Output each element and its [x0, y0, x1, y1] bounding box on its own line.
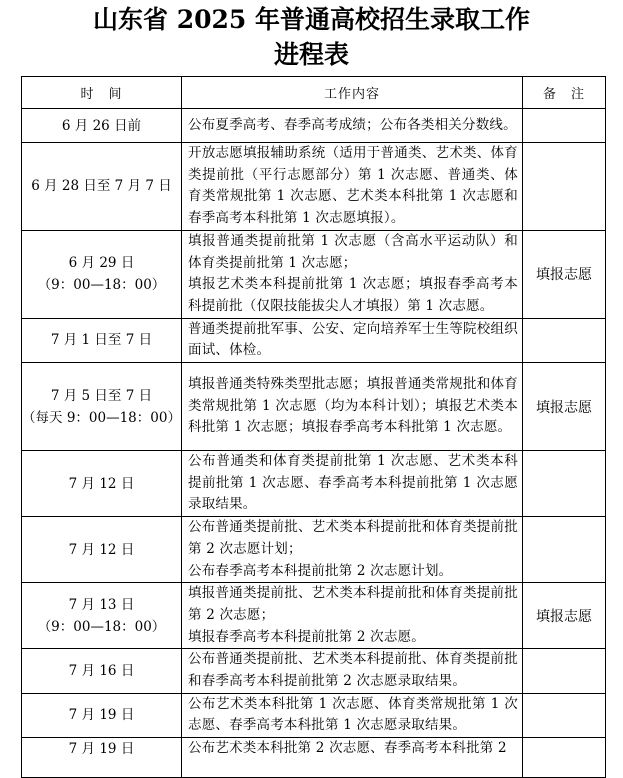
time-cell: 7 月 12 日 [22, 451, 182, 517]
header-content: 工作内容 [182, 77, 523, 109]
table-row [22, 517, 606, 583]
content-cell: 公布普通类提前批、艺术类本科提前批、体育类提前批和春季高考本科提前批第 2 次志愿录取结果。 [182, 649, 523, 693]
time-cell: 7 月 12 日 [22, 517, 182, 583]
time-cell: 7 月 16 日 [22, 649, 182, 693]
table-row [22, 583, 606, 649]
table-row [22, 649, 606, 693]
time-cell: 6 月 29 日 （9：00—18：00） [22, 230, 182, 318]
note-cell [523, 693, 606, 737]
document-title: 山东省 2025 年普通高校招生录取工作 [93, 5, 530, 34]
time-cell: 7 月 1 日至 7 日 [22, 318, 182, 362]
table-row [22, 451, 606, 517]
header-note: 备 注 [523, 77, 606, 109]
table-row [22, 693, 606, 737]
note-cell [523, 517, 606, 583]
table-row [22, 738, 606, 778]
note-cell [523, 109, 606, 143]
document-subtitle: 进程表 [273, 40, 349, 69]
content-cell: 公布夏季高考、春季高考成绩；公布各类相关分数线。 [182, 109, 523, 143]
note-cell [523, 143, 606, 231]
time-cell: 7 月 19 日 [22, 693, 182, 737]
content-cell: 公布普通类提前批、艺术类本科提前批和体育类提前批第 2 次志愿计划； 公布春季高考本科提前批第 2 次志愿计划。 [182, 517, 523, 583]
table-row [22, 109, 606, 143]
table-row [22, 230, 606, 318]
note-cell [523, 451, 606, 517]
content-cell: 公布艺术类本科批第 2 次志愿、春季高考本科批第 2 [182, 738, 523, 778]
time-cell: 7 月 19 日 [22, 738, 182, 778]
note-cell: 填报志愿 [523, 583, 606, 649]
time-cell: 6 月 26 日前 [22, 109, 182, 143]
table-row [22, 363, 606, 451]
content-cell: 填报普通类提前批第 1 次志愿（含高水平运动队）和体育类提前批第 1 次志愿； 填报艺术类本科提前批第 1 次志愿；填报春季高考本科提前批（仅限技能拔尖人才填报）第 1 次志愿。 [182, 230, 523, 318]
note-cell: 填报志愿 [523, 230, 606, 318]
content-cell: 公布艺术类本科批第 1 次志愿、体育类常规批第 1 次志愿、春季高考本科批第 1 次志愿录取结果。 [182, 693, 523, 737]
content-cell: 公布普通类和体育类提前批第 1 次志愿、艺术类本科提前批第 1 次志愿、春季高考本科提前批第 1 次志愿录取结果。 [182, 451, 523, 517]
content-cell: 普通类提前批军事、公安、定向培养军士生等院校组织面试、体检。 [182, 318, 523, 362]
time-cell: 7 月 13 日 （9：00—18：00） [22, 583, 182, 649]
content-cell: 填报普通类提前批、艺术类本科提前批和体育类提前批第 2 次志愿； 填报春季高考本科提前批第 2 次志愿。 [182, 583, 523, 649]
header-time: 时 间 [22, 77, 182, 109]
table-row [22, 143, 606, 231]
time-cell: 7 月 5 日至 7 日 （每天 9：00—18：00） [22, 363, 182, 451]
note-cell [523, 738, 606, 778]
content-cell: 开放志愿填报辅助系统（适用于普通类、艺术类、体育类提前批（平行志愿部分）第 1 次志愿、普通类、体育类常规批第 1 次志愿、艺术类本科批第 1 次志愿和春季高考本科批第 1 次志愿填报）。 [182, 143, 523, 231]
table-header-row [22, 77, 606, 109]
table-row [22, 318, 606, 362]
note-cell [523, 649, 606, 693]
note-cell: 填报志愿 [523, 363, 606, 451]
time-cell: 6 月 28 日至 7 月 7 日 [22, 143, 182, 231]
content-cell: 填报普通类特殊类型批志愿；填报普通类常规批和体育类常规批第 1 次志愿（均为本科计划）；填报艺术类本科批第 1 次志愿；填报春季高考本科批第 1 次志愿。 [182, 363, 523, 451]
schedule-table [21, 76, 606, 778]
note-cell [523, 318, 606, 362]
